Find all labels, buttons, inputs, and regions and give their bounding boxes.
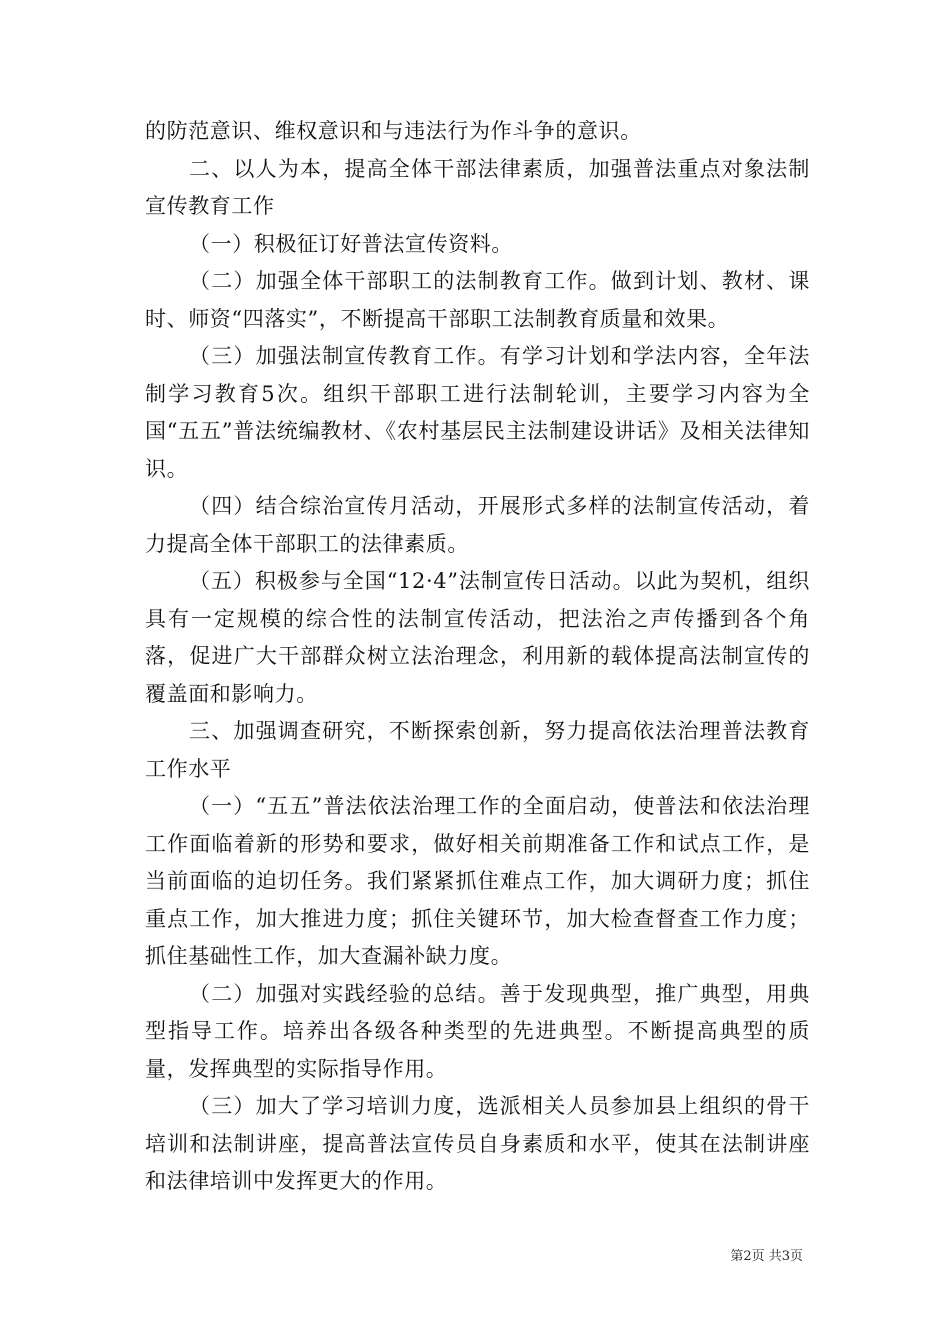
paragraph-3-1: （一）“五五”普法依法治理工作的全面启动，使普法和依法治理工作面临着新的形势和要求，做好相关前期准备工作和试点工作，是当前面临的迫切任务。我们紧紧抓住难点工作，加大调研力度；抓住重点工作，加大推进力度；抓住关键环节，加大检查督查工作力度；抓住基础性工作，加大查漏补缺力度。 — [145, 794, 810, 968]
paragraph-continuation: 的防范意识、维权意识和与违法行为作斗争的意识。 — [145, 119, 642, 143]
document-body — [145, 113, 810, 1201]
paragraph-2-3: （三）加强法制宣传教育工作。有学习计划和学法内容，全年法制学习教育5次。组织干部职工进行法制轮训，主要学习内容为全国“五五”普法统编教材、《农村基层民主法制建设讲话》及相关法律知识。 — [145, 344, 810, 481]
paragraph-2-1: （一）积极征订好普法宣传资料。 — [189, 231, 513, 256]
paragraph-2-2: （二）加强全体干部职工的法制教育工作。做到计划、教材、课时、师资“四落实”，不断提高干部职工法制教育质量和效果。 — [145, 269, 810, 331]
section-heading-3: 三、加强调查研究，不断探索创新，努力提高依法治理普法教育工作水平 — [145, 719, 810, 781]
paragraph-3-3: （三）加大了学习培训力度，选派相关人员参加县上组织的骨干培训和法制讲座，提高普法宣传员自身素质和水平，使其在法制讲座和法律培训中发挥更大的作用。 — [145, 1094, 810, 1193]
paragraph-2-4: （四）结合综治宣传月活动，开展形式多样的法制宣传活动，着力提高全体干部职工的法律素质。 — [145, 494, 810, 556]
page-number: 第2页 共3页 — [730, 1249, 803, 1264]
section-heading-2: 二、以人为本，提高全体干部法律素质，加强普法重点对象法制宣传教育工作 — [145, 156, 810, 218]
paragraph-3-2: （二）加强对实践经验的总结。善于发现典型，推广典型，用典型指导工作。培养出各级各种类型的先进典型。不断提高典型的质量，发挥典型的实际指导作用。 — [145, 981, 810, 1081]
paragraph-2-5: （五）积极参与全国“12·4”法制宣传日活动。以此为契机，组织具有一定规模的综合性的法制宣传活动，把法治之声传播到各个角落，促进广大干部群众树立法治理念，利用新的载体提高法制宣传的覆盖面和影响力。 — [145, 569, 810, 706]
